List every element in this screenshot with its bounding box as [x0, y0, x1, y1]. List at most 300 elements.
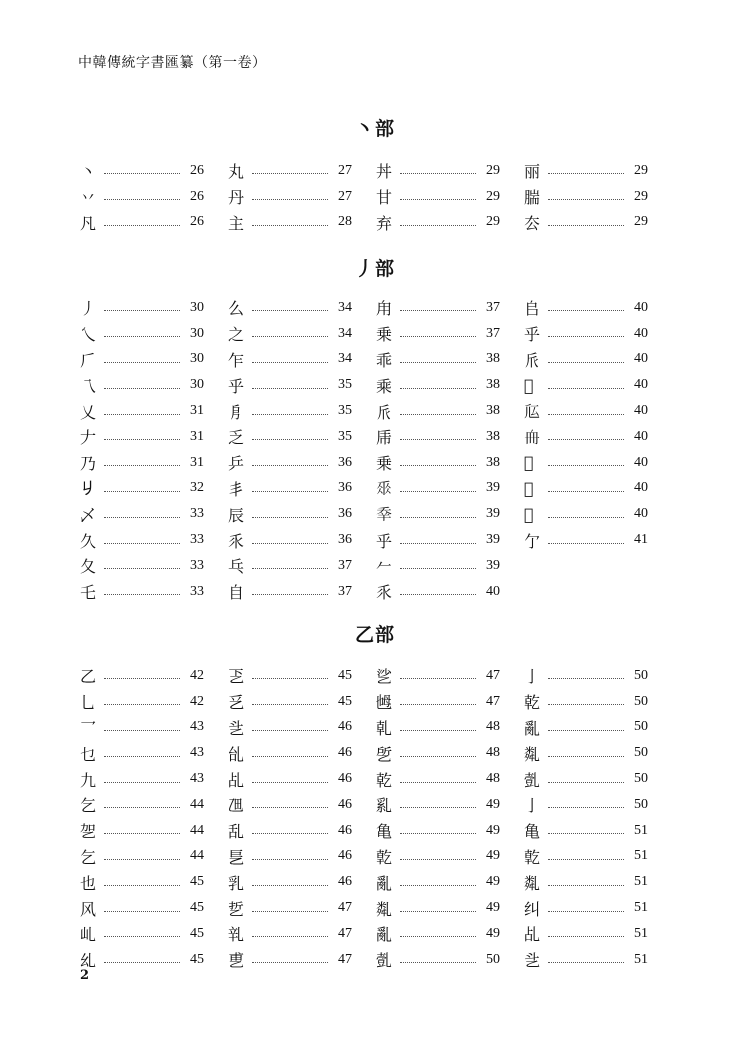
entry-character: 乎 [524, 325, 541, 345]
leader-dots [548, 678, 624, 679]
leader-dots [104, 388, 180, 389]
leader-dots [400, 704, 476, 705]
entry-character: 𠂷 [376, 505, 393, 525]
entry-page-number: 50 [634, 796, 648, 812]
entry-page-number: 39 [486, 480, 500, 496]
leader-dots [252, 491, 328, 492]
entry-page-number: 40 [634, 428, 648, 444]
entry-page-number: 44 [190, 848, 204, 864]
leader-dots [400, 962, 476, 963]
entry-page-number: 34 [338, 299, 352, 315]
entry-character: 腨 [524, 188, 541, 208]
running-head: 中韓傳統字書匯纂（第一卷） [78, 55, 267, 71]
entry-character: 𠂉 [376, 557, 393, 577]
leader-dots [400, 414, 476, 415]
leader-dots [104, 833, 180, 834]
section-title: 丿部 [354, 258, 395, 280]
entry-character: 乃 [80, 454, 97, 474]
index-entry [524, 527, 648, 553]
entry-character: 乍 [228, 350, 245, 370]
leader-dots [252, 782, 328, 783]
leader-dots [548, 491, 624, 492]
entry-page-number: 46 [338, 796, 352, 812]
entry-page-number: 50 [634, 719, 648, 735]
entry-page-number: 47 [486, 667, 500, 683]
entry-page-number: 42 [190, 667, 204, 683]
index-entry [80, 579, 204, 605]
leader-dots [548, 414, 624, 415]
index-entry [376, 818, 500, 844]
leader-dots [104, 730, 180, 731]
entry-page-number: 34 [338, 325, 352, 341]
entry-page-number: 50 [634, 693, 648, 709]
index-entry [80, 663, 204, 689]
entry-page-number: 38 [486, 454, 500, 470]
entry-page-number: 40 [634, 351, 648, 367]
index-entry [228, 398, 352, 424]
leader-dots [104, 439, 180, 440]
entry-character: 乵 [228, 925, 245, 945]
index-entry [80, 553, 204, 579]
entry-character: 丷 [80, 188, 97, 208]
entry-page-number: 40 [634, 454, 648, 470]
entry-page-number: 51 [634, 900, 648, 916]
entry-character: 乞 [80, 847, 97, 867]
index-entry [376, 579, 500, 605]
section-index-grid [80, 295, 650, 605]
leader-dots [548, 962, 624, 963]
leader-dots [400, 807, 476, 808]
entry-page-number: 36 [338, 480, 352, 496]
entry-character: 丼 [376, 162, 393, 182]
entry-page-number: 29 [486, 162, 500, 178]
index-entry [228, 295, 352, 321]
entry-page-number: 51 [634, 874, 648, 890]
leader-dots [252, 936, 328, 937]
entry-page-number: 46 [338, 848, 352, 864]
index-column [524, 663, 648, 973]
index-column [228, 158, 352, 235]
entry-page-number: 29 [634, 162, 648, 178]
entry-character: 乕 [376, 428, 393, 448]
entry-character: 亁 [376, 847, 393, 867]
index-entry [228, 740, 352, 766]
leader-dots [400, 465, 476, 466]
index-entry [228, 321, 352, 347]
entry-page-number: 38 [486, 428, 500, 444]
leader-dots [104, 911, 180, 912]
leader-dots [104, 199, 180, 200]
entry-character: 九 [80, 770, 97, 790]
index-entry [376, 663, 500, 689]
index-entry [228, 579, 352, 605]
section-title: 丶部 [354, 118, 395, 140]
leader-dots [400, 730, 476, 731]
index-column [524, 158, 648, 235]
entry-character: 乢 [80, 925, 97, 945]
index-entry [524, 321, 648, 347]
entry-page-number: 39 [486, 506, 500, 522]
entry-character: 丹 [228, 188, 245, 208]
entry-character: 乞 [80, 796, 97, 816]
page-number: 2 [80, 968, 90, 983]
leader-dots [400, 336, 476, 337]
entry-page-number: 42 [190, 693, 204, 709]
entry-page-number: 29 [634, 188, 648, 204]
entry-character: 自 [228, 583, 245, 603]
entry-page-number: 51 [634, 822, 648, 838]
entry-character: 乂 [80, 402, 97, 422]
leader-dots [104, 225, 180, 226]
entry-page-number: 29 [634, 214, 648, 230]
leader-dots [104, 704, 180, 705]
leader-dots [548, 782, 624, 783]
entry-character: 乗 [376, 454, 393, 474]
entry-page-number: 47 [486, 693, 500, 709]
entry-character: 乪 [228, 796, 245, 816]
entry-character: 乎 [228, 376, 245, 396]
entry-page-number: 43 [190, 719, 204, 735]
leader-dots [104, 543, 180, 544]
index-entry [524, 295, 648, 321]
entry-character: 亂 [376, 873, 393, 893]
entry-character: 乗 [376, 325, 393, 345]
index-entry [80, 921, 204, 947]
entry-character: 亀 [524, 822, 541, 842]
index-entry [376, 424, 500, 450]
leader-dots [400, 439, 476, 440]
entry-character: 亅 [524, 796, 541, 816]
entry-page-number: 49 [486, 822, 500, 838]
index-entry [228, 553, 352, 579]
index-entry [80, 210, 204, 236]
leader-dots [548, 704, 624, 705]
index-entry [376, 210, 500, 236]
index-entry [524, 210, 648, 236]
index-entry [80, 766, 204, 792]
index-entry [524, 792, 648, 818]
leader-dots [252, 962, 328, 963]
index-entry [376, 740, 500, 766]
entry-character: 𠂩 [524, 453, 534, 473]
entry-character: 乎 [376, 531, 393, 551]
leader-dots [400, 491, 476, 492]
leader-dots [548, 885, 624, 886]
index-entry [524, 766, 648, 792]
entry-page-number: 46 [338, 822, 352, 838]
index-column [80, 295, 204, 605]
entry-page-number: 50 [634, 667, 648, 683]
entry-character: 乓 [228, 557, 245, 577]
entry-character: 乛 [80, 718, 97, 738]
entry-character: 乜 [80, 744, 97, 764]
entry-character: 之 [228, 325, 245, 345]
index-entry [376, 295, 500, 321]
leader-dots [104, 678, 180, 679]
index-entry [524, 501, 648, 527]
entry-page-number: 51 [634, 925, 648, 941]
index-entry [80, 715, 204, 741]
leader-dots [252, 543, 328, 544]
leader-dots [400, 936, 476, 937]
leader-dots [252, 310, 328, 311]
entry-character: 乑 [228, 531, 245, 551]
entry-page-number: 39 [486, 532, 500, 548]
leader-dots [252, 678, 328, 679]
entry-page-number: 37 [338, 583, 352, 599]
index-entry [80, 844, 204, 870]
entry-page-number: 46 [338, 874, 352, 890]
entry-page-number: 36 [338, 532, 352, 548]
leader-dots [400, 782, 476, 783]
index-entry [524, 158, 648, 184]
leader-dots [252, 336, 328, 337]
index-entry [228, 715, 352, 741]
index-entry [376, 527, 500, 553]
leader-dots [104, 491, 180, 492]
leader-dots [400, 678, 476, 679]
index-column [376, 295, 500, 605]
entry-character: 风 [80, 899, 97, 919]
entry-character: 乀 [80, 325, 97, 345]
entry-character: 也 [80, 873, 97, 893]
leader-dots [252, 704, 328, 705]
entry-page-number: 46 [338, 745, 352, 761]
entry-page-number: 49 [486, 900, 500, 916]
index-entry [376, 689, 500, 715]
entry-page-number: 33 [190, 583, 204, 599]
entry-character: 亄 [524, 770, 541, 790]
entry-character: 夂 [80, 557, 97, 577]
index-entry [376, 766, 500, 792]
entry-page-number: 33 [190, 506, 204, 522]
leader-dots [252, 465, 328, 466]
entry-character: 𠂤 [524, 299, 541, 319]
entry-character: 乫 [80, 822, 97, 842]
entry-character: 亂 [376, 925, 393, 945]
entry-page-number: 48 [486, 771, 500, 787]
leader-dots [548, 362, 624, 363]
index-column [376, 663, 500, 973]
entry-page-number: 43 [190, 771, 204, 787]
entry-page-number: 40 [634, 480, 648, 496]
leader-dots [400, 362, 476, 363]
entry-page-number: 32 [190, 480, 204, 496]
entry-page-number: 50 [634, 745, 648, 761]
index-column [524, 295, 648, 605]
index-entry [80, 818, 204, 844]
leader-dots [252, 388, 328, 389]
entry-character: 乥 [228, 693, 245, 713]
entry-page-number: 45 [190, 900, 204, 916]
entry-page-number: 51 [634, 848, 648, 864]
leader-dots [400, 568, 476, 569]
index-entry [228, 818, 352, 844]
index-entry [80, 527, 204, 553]
index-column [228, 663, 352, 973]
index-entry [524, 663, 648, 689]
leader-dots [548, 310, 624, 311]
entry-page-number: 44 [190, 822, 204, 838]
leader-dots [104, 517, 180, 518]
leader-dots [252, 807, 328, 808]
index-entry [228, 184, 352, 210]
entry-page-number: 44 [190, 796, 204, 812]
index-entry [228, 869, 352, 895]
entry-page-number: 33 [190, 557, 204, 573]
entry-page-number: 37 [486, 325, 500, 341]
index-entry [524, 869, 648, 895]
entry-page-number: 49 [486, 848, 500, 864]
entry-character: 丶 [80, 162, 97, 182]
entry-character: 乾 [376, 770, 393, 790]
leader-dots [252, 594, 328, 595]
entry-page-number: 46 [338, 719, 352, 735]
section-index-grid [80, 158, 650, 235]
leader-dots [104, 414, 180, 415]
entry-page-number: 36 [338, 454, 352, 470]
index-entry [228, 476, 352, 502]
entry-character: 亃 [524, 873, 541, 893]
entry-character: 乺 [376, 744, 393, 764]
entry-character: 𠂇 [80, 428, 97, 448]
index-entry [80, 450, 204, 476]
entry-page-number: 45 [338, 693, 352, 709]
leader-dots [400, 543, 476, 544]
entry-page-number: 48 [486, 745, 500, 761]
index-entry [80, 792, 204, 818]
leader-dots [104, 885, 180, 886]
index-entry [376, 947, 500, 973]
entry-page-number: 31 [190, 403, 204, 419]
leader-dots [252, 911, 328, 912]
index-entry [524, 895, 648, 921]
index-entry [80, 321, 204, 347]
index-entry [376, 398, 500, 424]
leader-dots [400, 833, 476, 834]
index-entry [228, 450, 352, 476]
entry-page-number: 30 [190, 325, 204, 341]
entry-character: 乹 [376, 718, 393, 738]
index-entry [80, 398, 204, 424]
entry-page-number: 51 [634, 951, 648, 967]
entry-page-number: 40 [486, 583, 500, 599]
entry-page-number: 37 [486, 299, 500, 315]
entry-character: 乳 [228, 873, 245, 893]
index-entry [228, 663, 352, 689]
entry-character: 么 [228, 299, 245, 319]
entry-character: 乙 [80, 667, 97, 687]
index-entry [80, 689, 204, 715]
entry-page-number: 40 [634, 506, 648, 522]
entry-character: 主 [228, 213, 245, 233]
leader-dots [104, 362, 180, 363]
entry-page-number: 49 [486, 925, 500, 941]
leader-dots [252, 859, 328, 860]
index-entry [524, 476, 648, 502]
entry-page-number: 48 [486, 719, 500, 735]
entry-page-number: 47 [338, 951, 352, 967]
leader-dots [252, 199, 328, 200]
leader-dots [252, 173, 328, 174]
index-entry [228, 947, 352, 973]
entry-page-number: 31 [190, 454, 204, 470]
leader-dots [400, 859, 476, 860]
index-entry [524, 844, 648, 870]
entry-character: 𠂦 [524, 375, 534, 395]
index-entry [524, 818, 648, 844]
index-entry [376, 869, 500, 895]
entry-character: 乾 [524, 693, 541, 713]
entry-character: 亅 [524, 667, 541, 687]
leader-dots [548, 756, 624, 757]
index-entry [228, 921, 352, 947]
index-entry [524, 740, 648, 766]
entry-character: 亀 [376, 822, 393, 842]
section-title: 乙部 [354, 624, 395, 646]
entry-character: 丸 [228, 162, 245, 182]
index-entry [524, 715, 648, 741]
leader-dots [252, 568, 328, 569]
leader-dots [548, 543, 624, 544]
entry-page-number: 31 [190, 428, 204, 444]
leader-dots [400, 756, 476, 757]
entry-character: 久 [80, 531, 97, 551]
index-entry [376, 450, 500, 476]
index-entry [376, 158, 500, 184]
entry-page-number: 37 [338, 557, 352, 573]
index-entry [376, 321, 500, 347]
index-entry [228, 792, 352, 818]
entry-character: 乶 [228, 951, 245, 971]
entry-page-number: 38 [486, 377, 500, 393]
index-entry [80, 295, 204, 321]
entry-character: 亂 [524, 718, 541, 738]
leader-dots [104, 962, 180, 963]
leader-dots [548, 439, 624, 440]
entry-character: 𠂧 [524, 402, 541, 422]
leader-dots [104, 465, 180, 466]
entry-page-number: 29 [486, 214, 500, 230]
leader-dots [252, 225, 328, 226]
entry-character: 乧 [228, 718, 245, 738]
entry-character: 乣 [80, 951, 97, 971]
entry-character: 乬 [228, 847, 245, 867]
entry-character: 丿 [80, 299, 97, 319]
leader-dots [400, 594, 476, 595]
entry-page-number: 38 [486, 351, 500, 367]
entry-page-number: 27 [338, 162, 352, 178]
entry-character: 乄 [80, 505, 97, 525]
leader-dots [548, 173, 624, 174]
leader-dots [104, 594, 180, 595]
index-entry [376, 921, 500, 947]
entry-character: 丽 [524, 162, 541, 182]
entry-page-number: 26 [190, 214, 204, 230]
entry-character: 乚 [80, 693, 97, 713]
entry-page-number: 28 [338, 214, 352, 230]
index-entry [376, 184, 500, 210]
index-entry [228, 158, 352, 184]
index-entry [524, 689, 648, 715]
entry-character: 亃 [376, 899, 393, 919]
entry-character: 乸 [376, 693, 393, 713]
index-column [376, 158, 500, 235]
index-entry [524, 347, 648, 373]
entry-character: 𠂪 [524, 478, 534, 498]
leader-dots [104, 336, 180, 337]
entry-character: 𠂹 [376, 479, 393, 499]
